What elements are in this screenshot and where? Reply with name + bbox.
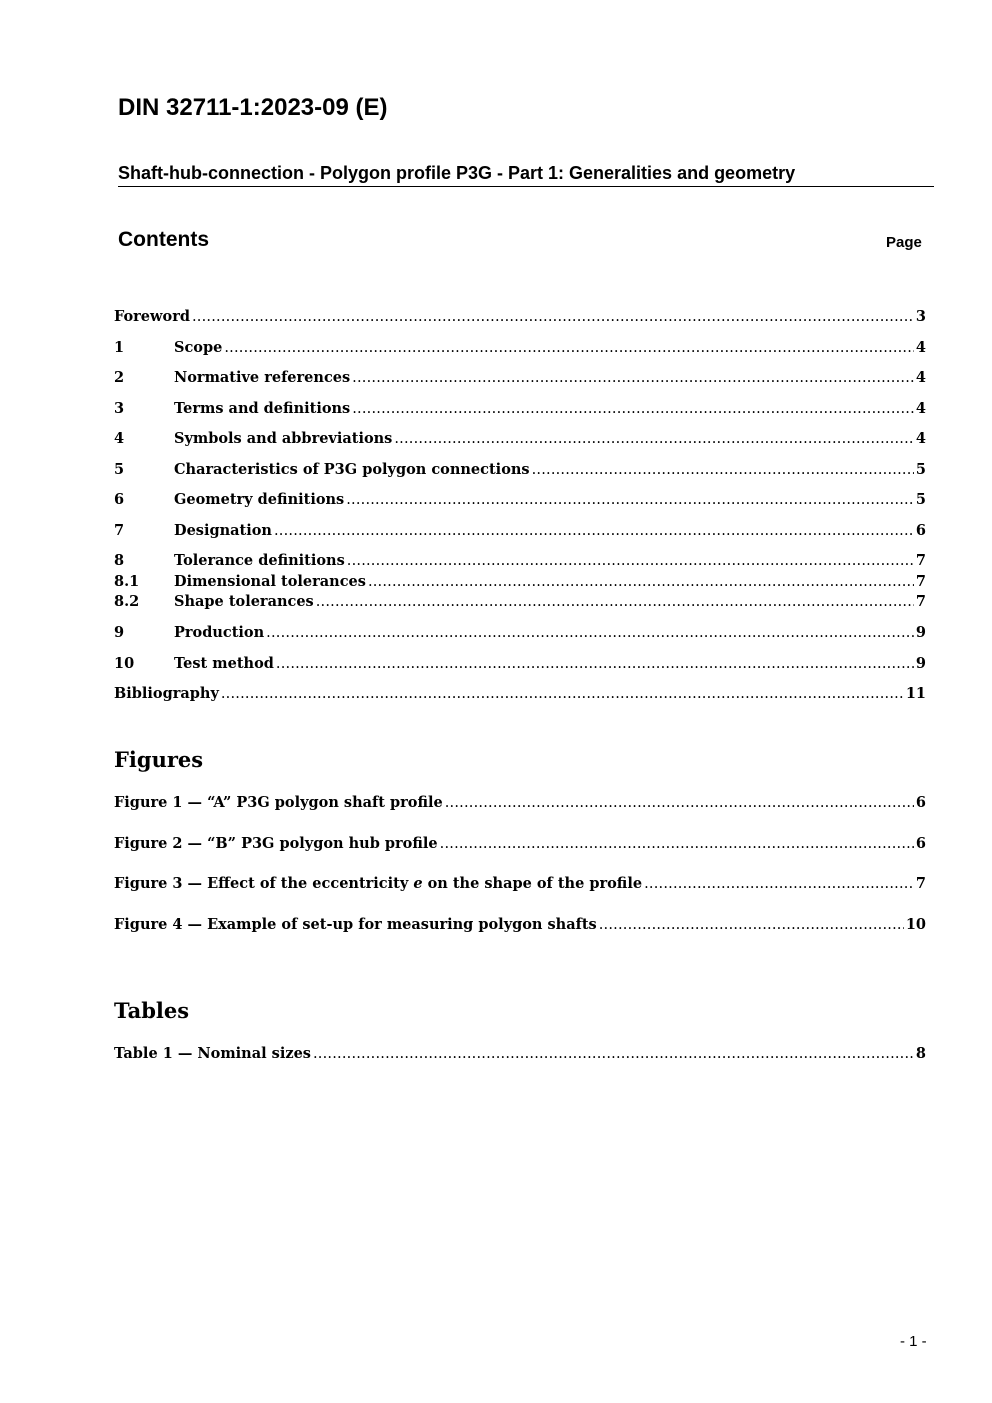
toc-entry-page: 4 bbox=[915, 369, 926, 386]
figure-entry-2[interactable] bbox=[114, 835, 926, 857]
toc-entry-number: 10 bbox=[114, 655, 135, 672]
figure-entry-1[interactable] bbox=[114, 794, 926, 816]
toc-entry-title: Characteristics of P3G polygon connections bbox=[174, 461, 530, 478]
toc-entry-number: 1 bbox=[114, 339, 125, 356]
toc-leader-dots bbox=[445, 795, 914, 811]
toc-entry-title: Scope bbox=[174, 339, 223, 356]
toc-entry-title: Normative references bbox=[174, 369, 351, 386]
toc-leader-dots bbox=[440, 836, 914, 852]
toc-leader-dots bbox=[346, 492, 914, 508]
toc-leader-dots bbox=[221, 686, 904, 702]
toc-entry-number: 8.1 bbox=[114, 573, 140, 590]
toc-leader-dots bbox=[352, 370, 914, 386]
table-entry-1[interactable] bbox=[114, 1045, 926, 1067]
toc-leader-dots bbox=[276, 656, 914, 672]
toc-entry-scope[interactable] bbox=[114, 339, 926, 361]
toc-leader-dots bbox=[599, 917, 904, 933]
figure-entry-page: 6 bbox=[915, 835, 926, 852]
toc-leader-dots bbox=[224, 340, 914, 356]
toc-entry-production[interactable] bbox=[114, 624, 926, 646]
toc-leader-dots bbox=[313, 1046, 914, 1062]
toc-entry-page: 5 bbox=[915, 491, 926, 508]
toc-entry-title: Shape tolerances bbox=[174, 593, 314, 610]
toc-entry-page: 3 bbox=[915, 308, 926, 325]
toc-entry-title: Designation bbox=[174, 522, 272, 539]
toc-leader-dots bbox=[347, 553, 914, 569]
toc-entry-characteristics[interactable] bbox=[114, 461, 926, 483]
toc-entry-normative-references[interactable] bbox=[114, 369, 926, 391]
toc-leader-dots bbox=[644, 876, 914, 892]
document-identifier: DIN 32711-1:2023-09 (E) bbox=[118, 94, 388, 121]
toc-entry-page: 6 bbox=[915, 522, 926, 539]
toc-entry-page: 9 bbox=[915, 624, 926, 641]
toc-entry-title: Foreword bbox=[114, 308, 190, 325]
toc-entry-title: Tolerance definitions bbox=[174, 552, 345, 569]
toc-entry-shape-tolerances[interactable] bbox=[114, 593, 926, 615]
toc-leader-dots bbox=[368, 574, 914, 590]
page-column-heading: Page bbox=[886, 234, 922, 251]
toc-leader-dots bbox=[274, 523, 914, 539]
toc-entry-title: Dimensional tolerances bbox=[174, 573, 366, 590]
toc-entry-page: 7 bbox=[915, 593, 926, 610]
toc-entry-number: 5 bbox=[114, 461, 125, 478]
tables-heading: Tables bbox=[114, 998, 190, 1023]
toc-entry-bibliography[interactable] bbox=[114, 685, 926, 707]
toc-entry-title: Bibliography bbox=[114, 685, 219, 702]
toc-entry-foreword[interactable] bbox=[114, 308, 926, 330]
toc-entry-symbols-and-abbreviations[interactable] bbox=[114, 430, 926, 452]
toc-entry-page: 7 bbox=[915, 573, 926, 590]
toc-entry-test-method[interactable] bbox=[114, 655, 926, 677]
toc-entry-number: 8 bbox=[114, 552, 125, 569]
contents-heading: Contents bbox=[118, 228, 209, 251]
toc-entry-number: 8.2 bbox=[114, 593, 140, 610]
table-entry-title: Table 1 — Nominal sizes bbox=[114, 1045, 311, 1062]
toc-entry-page: 4 bbox=[915, 339, 926, 356]
figure-entry-title: Figure 4 — Example of set-up for measuring polygon shafts bbox=[114, 916, 597, 933]
eccentricity-symbol: e bbox=[413, 875, 423, 892]
figures-heading: Figures bbox=[114, 747, 204, 772]
figure-entry-page: 6 bbox=[915, 794, 926, 811]
figure-entry-page: 10 bbox=[905, 916, 926, 933]
table-entry-page: 8 bbox=[915, 1045, 926, 1062]
toc-entry-page: 7 bbox=[915, 552, 926, 569]
figure-entry-title: Figure 2 — “B” P3G polygon hub profile bbox=[114, 835, 438, 852]
figure-entry-3[interactable] bbox=[114, 875, 926, 897]
toc-leader-dots bbox=[394, 431, 914, 447]
figure-entry-page: 7 bbox=[915, 875, 926, 892]
toc-leader-dots bbox=[266, 625, 914, 641]
toc-leader-dots bbox=[532, 462, 914, 478]
figure-entry-title bbox=[114, 875, 642, 892]
toc-leader-dots bbox=[192, 309, 914, 325]
toc-entry-page: 9 bbox=[915, 655, 926, 672]
toc-leader-dots bbox=[316, 594, 914, 610]
toc-entry-page: 4 bbox=[915, 430, 926, 447]
toc-entry-title: Production bbox=[174, 624, 265, 641]
toc-entry-number: 7 bbox=[114, 522, 125, 539]
toc-entry-page: 4 bbox=[915, 400, 926, 417]
figure-title-part: on the shape of the profile bbox=[422, 875, 643, 892]
toc-entry-number: 2 bbox=[114, 369, 125, 386]
toc-entry-number: 6 bbox=[114, 491, 125, 508]
toc-entry-number: 9 bbox=[114, 624, 125, 641]
document-subtitle: Shaft-hub-connection - Polygon profile P3G - Part 1: Generalities and geometry bbox=[118, 163, 796, 183]
toc-entry-number: 3 bbox=[114, 400, 125, 417]
toc-entry-dimensional-tolerances[interactable] bbox=[114, 573, 926, 595]
figure-entry-4[interactable] bbox=[114, 916, 926, 938]
toc-entry-number: 4 bbox=[114, 430, 125, 447]
toc-entry-geometry-definitions[interactable] bbox=[114, 491, 926, 513]
toc-entry-title: Terms and definitions bbox=[174, 400, 351, 417]
header-rule bbox=[118, 186, 934, 187]
toc-entry-title: Test method bbox=[174, 655, 274, 672]
toc-entry-title: Geometry definitions bbox=[174, 491, 345, 508]
toc-entry-page: 11 bbox=[905, 685, 926, 702]
toc-entry-page: 5 bbox=[915, 461, 926, 478]
toc-entry-tolerance-definitions[interactable] bbox=[114, 552, 926, 574]
toc-entry-terms-and-definitions[interactable] bbox=[114, 400, 926, 422]
figure-entry-title: Figure 1 — “A” P3G polygon shaft profile bbox=[114, 794, 443, 811]
toc-entry-title: Symbols and abbreviations bbox=[174, 430, 393, 447]
toc-entry-designation[interactable] bbox=[114, 522, 926, 544]
figure-title-part: Figure 3 — Effect of the eccentricity bbox=[114, 875, 414, 892]
page-number: - 1 - bbox=[900, 1333, 927, 1350]
toc-leader-dots bbox=[352, 401, 914, 417]
